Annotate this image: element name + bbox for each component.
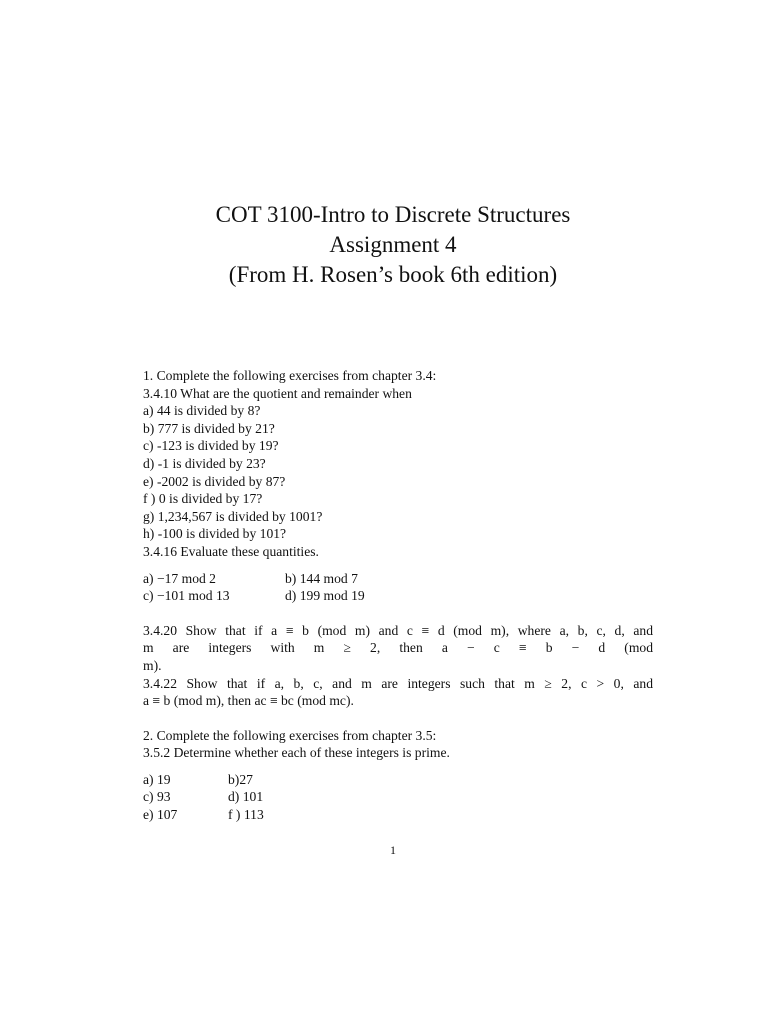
exercise-item: f ) 113	[228, 807, 264, 823]
exercise-item: a) 19	[143, 771, 171, 787]
exercise-3-4-10-prompt: 3.4.10 What are the quotient and remainder when	[143, 385, 412, 401]
exercise-item: d) 199 mod 19	[285, 588, 365, 604]
exercise-3-4-16-prompt: 3.4.16 Evaluate these quantities.	[143, 543, 319, 559]
course-title: COT 3100-Intro to Discrete Structures	[215, 202, 571, 227]
exercise-3-4-20-line: m are integers with m ≥ 2, then a − c ≡ b − d (mod	[143, 640, 653, 656]
exercise-item: a) −17 mod 2	[143, 570, 216, 586]
exercise-item: h) -100 is divided by 101?	[143, 526, 287, 542]
exercise-item: g) 1,234,567 is divided by 1001?	[143, 508, 323, 524]
assignment-body	[143, 367, 653, 824]
exercise-item: b) 144 mod 7	[285, 570, 358, 586]
assignment-title: Assignment 4	[329, 232, 457, 257]
document-title	[0, 200, 768, 290]
exercise-item: f ) 0 is divided by 17?	[143, 491, 263, 507]
exercise-3-5-2-prompt: 3.5.2 Determine whether each of these integers is prime.	[143, 745, 450, 761]
exercise-3-5-2-items	[143, 771, 653, 824]
exercise-item: d) 101	[228, 789, 264, 805]
exercise-item: c) 93	[143, 789, 171, 805]
exercise-3-4-20-line: 3.4.20 Show that if a ≡ b (mod m) and c ≡ d (mod m), where a, b, c, d, and	[143, 622, 653, 638]
exercise-item: e) 107	[143, 807, 178, 823]
exercise-3-4-20-line: m).	[143, 657, 162, 673]
exercise-item: c) -123 is divided by 19?	[143, 438, 279, 454]
exercise-item: d) -1 is divided by 23?	[143, 455, 266, 471]
exercise-3-4-16-items	[143, 570, 653, 605]
section-1-heading: 1. Complete the following exercises from chapter 3.4:	[143, 368, 437, 383]
section-2-heading: 2. Complete the following exercises from chapter 3.5:	[143, 727, 437, 743]
exercise-3-4-22-line: 3.4.22 Show that if a, b, c, and m are integers such that m ≥ 2, c > 0, and	[143, 675, 653, 691]
exercise-item: b)27	[228, 771, 253, 787]
exercise-item: c) −101 mod 13	[143, 588, 230, 604]
page-number: 1	[390, 843, 396, 857]
source-note: (From H. Rosen’s book 6th edition)	[228, 262, 558, 287]
exercise-item: a) 44 is divided by 8?	[143, 403, 261, 419]
exercise-item: b) 777 is divided by 21?	[143, 420, 275, 436]
exercise-item: e) -2002 is divided by 87?	[143, 473, 286, 489]
exercise-3-4-22-line: a ≡ b (mod m), then ac ≡ bc (mod mc).	[143, 693, 354, 709]
